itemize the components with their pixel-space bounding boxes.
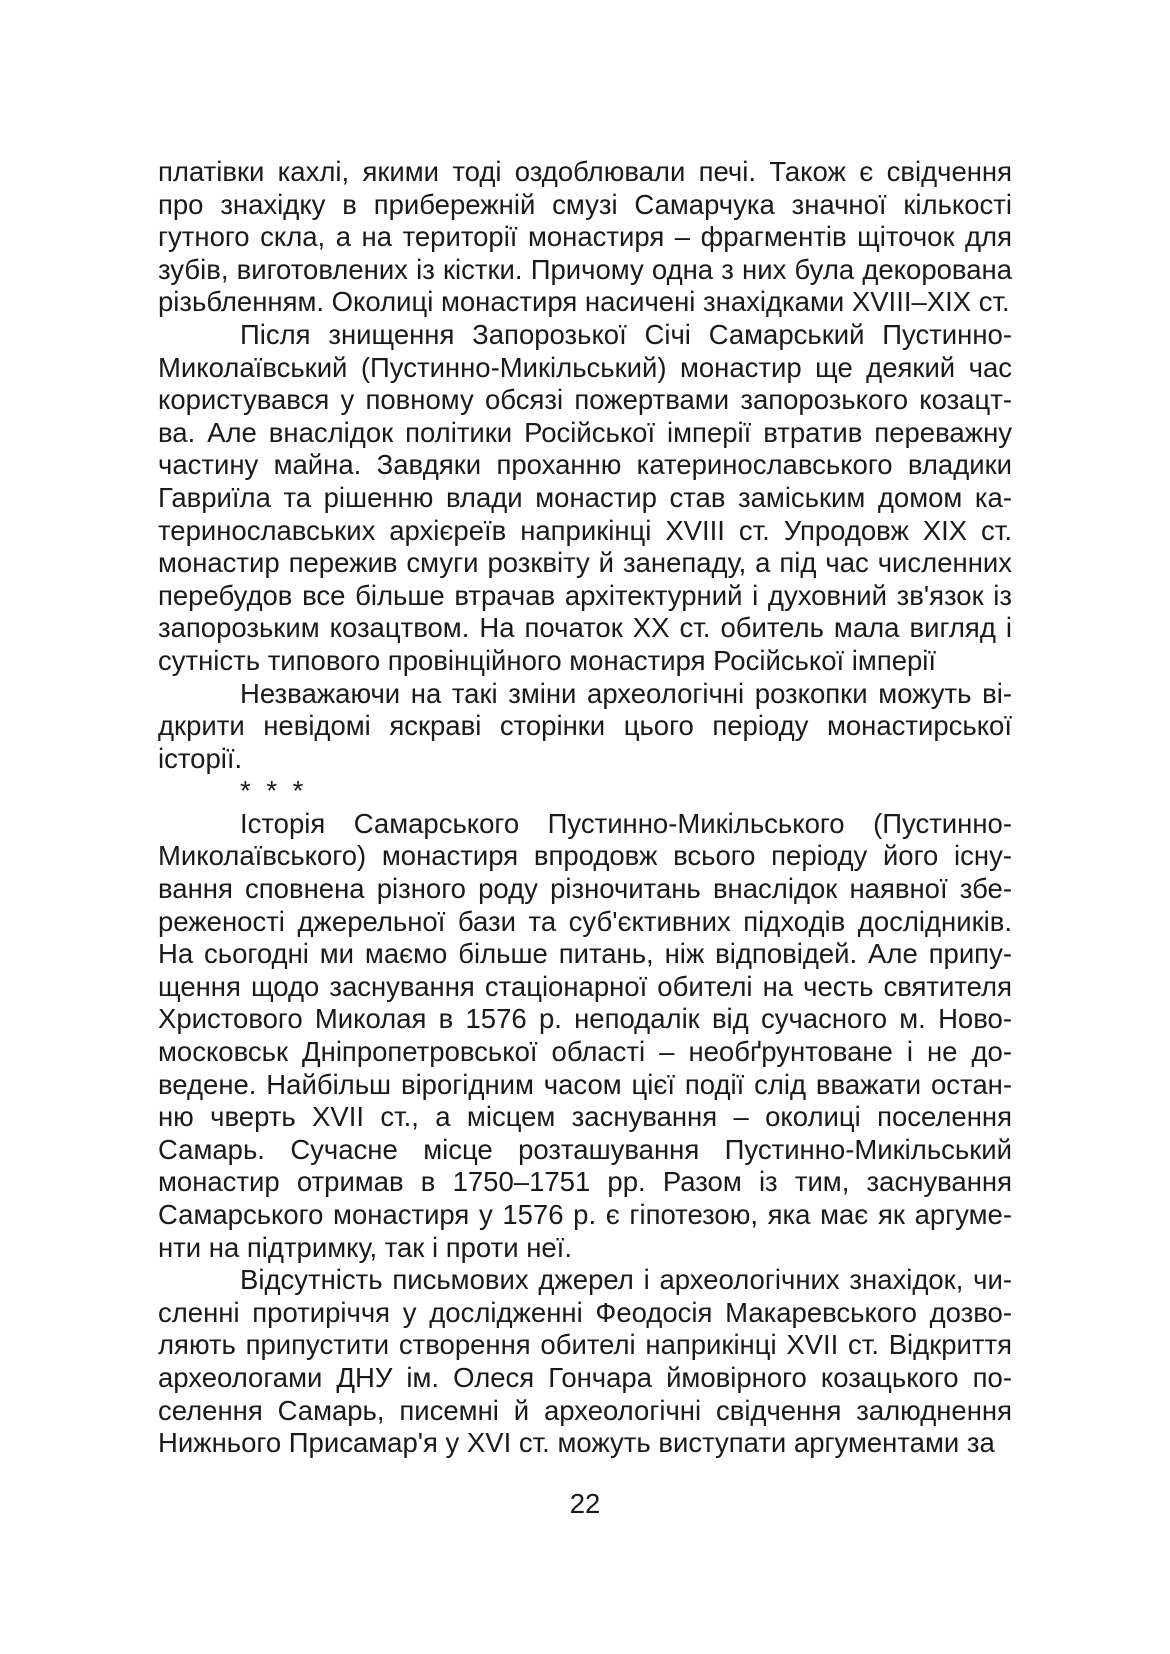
section-separator: * * * (240, 775, 308, 807)
paragraph-continuation: платівки кахлі, якими тоді оздоблювали печі. Також є свідчення про знахідку в прибережній смузі Самарчука значної кількості гутного скла, а на території монастиря – фрагментів щіточок для зубів, виготовлених із кістки. Причому одна з них була декорована різьбленням. Околиці монастиря насичені знахідками XVIII–XIX ст. (158, 156, 1012, 318)
page-number: 22 (569, 1488, 601, 1519)
paragraph-archaeology-prospects: Незважаючи на такі зміни археологічні розкопки можуть відкрити невідомі яскраві сторінки цього періоду монастирської історії. (158, 677, 1012, 774)
paragraph-sources-absence: Відсутність письмових джерел і археологічних знахідок, численні протиріччя у дослідженні Феодосія Макаревського дозволяють припустити створення обителі наприкінці XVII ст. Відкриття археологами ДНУ ім. Олеся Гончара ймовірного козацького поселення Самарь, писемні й археологічні свідчення залюднення Нижнього Присамар'я у XVI ст. можуть виступати аргументами за (158, 1264, 1012, 1459)
paragraph-monastery-history: Історія Самарського Пустинно-Микільського (Пустинно-Миколаївського) монастиря впродовж всього періоду його існування сповнена різного роду різночитань внаслідок наявної збереженості джерельної бази та суб'єктивних підходів дослідників. На сьогодні ми маємо більше питань, ніж відповідей. Але припущення щодо заснування стаціонарної обителі на честь святителя Христового Миколая в 1576 р. неподалік від сучасного м. Новомосковськ Дніпропетровської області – необґрунтоване і не доведене. Найбільш вірогідним часом цієї події слід вважати останню чверть XVII ст., а місцем заснування – околиці поселення Самарь. Сучасне місце розташування Пустинно-Микільський монастир отримав в 1750–1751 рр. Разом із тим, заснування Самарського монастиря у 1576 р. є гіпотезою, яка має як аргументи на підтримку, так і проти неї. (158, 807, 1012, 1263)
paragraph-monastery-after-sich: Після знищення Запорозької Січі Самарський Пустинно-Миколаївський (Пустинно-Микільський) монастир ще деякий час користувався у повному обсязі пожертвами запорозького козацтва. Але внаслідок політики Російської імперії втратив переважну частину майна. Завдяки проханню катеринославського владики Гавриїла та рішенню влади монастир став заміським домом катеринославських архієреїв наприкінці XVIII ст. Упродовж XIX ст. монастир пережив смуги розквіту й занепаду, а під час численних перебудов все більше втрачав архітектурний і духовний зв'язок із запорозьким козацтвом. На початок XX ст. обитель мала вигляд і сутність типового провінційного монастиря Російської імперії (158, 318, 1012, 676)
page-body (158, 156, 1012, 1460)
